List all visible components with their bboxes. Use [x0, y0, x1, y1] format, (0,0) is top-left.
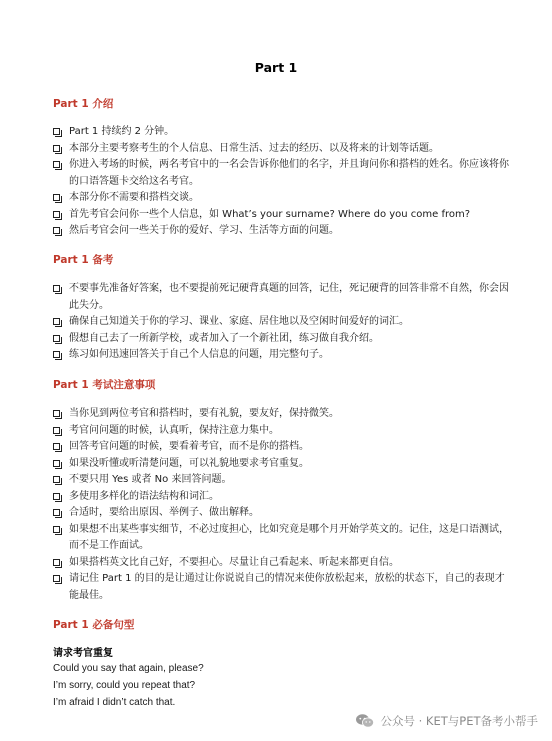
list-item: 如果想不出某些事实细节，不必过度担心，比如究竟是哪个月开始学英文的。记住，这是口语测试，而不是工作面试。 — [52, 522, 512, 555]
checkbox-bullet-icon — [53, 493, 60, 500]
checkbox-bullet-icon — [53, 559, 60, 566]
page-title: Part 1 — [254, 60, 298, 75]
section-heading-prep: Part 1 备考 — [53, 254, 114, 266]
prep-list — [52, 281, 512, 364]
example-sentence: I’m sorry, could you repeat that? — [53, 680, 196, 691]
checkbox-bullet-icon — [53, 161, 60, 168]
checkbox-bullet-icon — [53, 575, 60, 582]
section-heading-intro: Part 1 介绍 — [53, 98, 114, 110]
notes-list — [52, 406, 512, 604]
list-item: 考官问问题的时候，认真听，保持注意力集中。 — [52, 423, 512, 440]
checkbox-bullet-icon — [53, 211, 60, 218]
checkbox-bullet-icon — [53, 460, 60, 467]
example-sentence: I’m afraid I didn’t catch that. — [53, 697, 176, 708]
section-heading-notes: Part 1 考试注意事项 — [53, 379, 156, 391]
checkbox-bullet-icon — [53, 526, 60, 533]
watermark — [355, 713, 538, 729]
checkbox-bullet-icon — [53, 128, 60, 135]
list-item: 本部分主要考察考生的个人信息、日常生活、过去的经历、以及将来的计划等话题。 — [52, 141, 512, 158]
list-item: 多使用多样化的语法结构和词汇。 — [52, 489, 512, 506]
checkbox-bullet-icon — [53, 509, 60, 516]
list-item: 回答考官问题的时候，要看着考官，而不是你的搭档。 — [52, 439, 512, 456]
intro-list — [52, 124, 512, 240]
checkbox-bullet-icon — [53, 194, 60, 201]
checkbox-bullet-icon — [53, 318, 60, 325]
list-item: 确保自己知道关于你的学习、课业、家庭、居住地以及空闲时间爱好的词汇。 — [52, 314, 512, 331]
checkbox-bullet-icon — [53, 145, 60, 152]
phrases-subheading: 请求考官重复 — [53, 648, 113, 659]
checkbox-bullet-icon — [53, 410, 60, 417]
list-item: 合适时，要给出原因、举例子、做出解释。 — [52, 505, 512, 522]
list-item: Part 1 持续约 2 分钟。 — [52, 124, 512, 141]
watermark-text: 公众号 · KET与PET备考小帮手 — [380, 714, 538, 728]
list-item: 首先考官会问你一些个人信息，如 What’s your surname? Where do you come from? — [52, 207, 512, 224]
checkbox-bullet-icon — [53, 335, 60, 342]
checkbox-bullet-icon — [53, 443, 60, 450]
checkbox-bullet-icon — [53, 476, 60, 483]
list-item: 不要事先准备好答案，也不要提前死记硬背真题的回答，记住，死记硬背的回答非常不自然，你会因此失分。 — [52, 281, 512, 314]
list-item: 不要只用 Yes 或者 No 来回答问题。 — [52, 472, 512, 489]
section-heading-phrases: Part 1 必备句型 — [53, 619, 135, 631]
checkbox-bullet-icon — [53, 227, 60, 234]
list-item: 如果没听懂或听清楚问题，可以礼貌地要求考官重复。 — [52, 456, 512, 473]
wechat-icon — [355, 713, 375, 729]
list-item: 请记住 Part 1 的目的是让通过让你说说自己的情况来使你放松起来，放松的状态下，自己的表现才能最佳。 — [52, 571, 512, 604]
list-item: 当你见到两位考官和搭档时，要有礼貌，要友好，保持微笑。 — [52, 406, 512, 423]
list-item: 练习如何迅速回答关于自己个人信息的问题，用完整句子。 — [52, 347, 512, 364]
list-item: 然后考官会问一些关于你的爱好、学习、生活等方面的问题。 — [52, 223, 512, 240]
list-item: 本部分你不需要和搭档交谈。 — [52, 190, 512, 207]
checkbox-bullet-icon — [53, 427, 60, 434]
list-item: 假想自己去了一所新学校，或者加入了一个新社团，练习做自我介绍。 — [52, 331, 512, 348]
list-item: 如果搭档英文比自己好，不要担心。尽量让自己看起来、听起来都更自信。 — [52, 555, 512, 572]
checkbox-bullet-icon — [53, 351, 60, 358]
list-item: 你进入考场的时候，两名考官中的一名会告诉你他们的名字，并且询问你和搭档的姓名。你应该将你的口语答题卡交给这名考官。 — [52, 157, 512, 190]
example-sentence: Could you say that again, please? — [53, 663, 204, 674]
checkbox-bullet-icon — [53, 285, 60, 292]
